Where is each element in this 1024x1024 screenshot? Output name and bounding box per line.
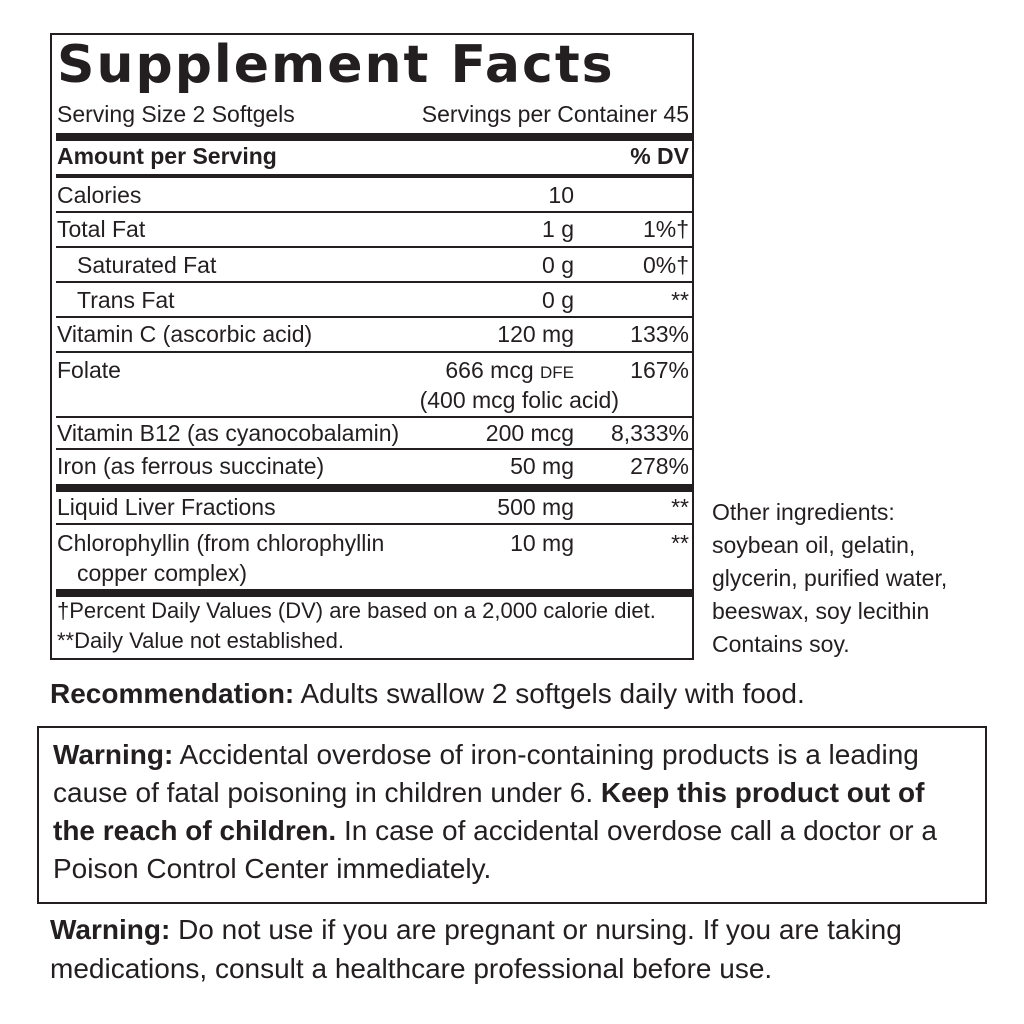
serving-info [57,100,689,128]
divider-thin [56,316,692,318]
nutrient-name-sub: copper complex) [77,560,248,586]
servings-per-container: Servings per Container 45 [421,101,689,127]
nutrient-name: Calories [57,182,142,208]
footnote-dv: †Percent Daily Values (DV) are based on a 2,000 calorie diet. [57,598,656,623]
nutrient-amount: 10 mg [510,530,574,556]
nutrient-name: Saturated Fat [77,252,217,278]
recommendation-text: Adults swallow 2 softgels daily with food. [300,678,805,709]
pregnancy-warning [50,910,990,988]
other-ingredients-line: Other ingredients: [712,499,895,525]
divider-thin [56,351,692,353]
warning-text: In case of accidental overdose call a doctor or a Poison Control Center immediately. [53,815,937,884]
amount-value: 666 mcg [445,357,534,383]
warning-keep-away: Keep this product out of the reach of children. [53,777,925,846]
nutrient-amount: 0 g [542,252,574,278]
other-ingredients [712,496,947,661]
nutrient-name: Vitamin B12 (as cyanocobalamin) [57,420,400,446]
nutrient-amount-sub: (400 mcg folic acid) [419,387,619,413]
nutrient-dv: 278% [630,453,689,479]
recommendation-label: Recommendation: [50,678,295,709]
panel-title: Supplement Facts [57,35,615,95]
nutrient-name: Trans Fat [77,287,175,313]
serving-size: Serving Size 2 Softgels [57,101,295,127]
divider-thin [56,211,692,213]
nutrient-amount: 120 mg [497,321,574,347]
warning-text: Accidental overdose of iron-containing products is a leading cause of fatal poisoning in children under 6. [53,739,919,808]
divider-thick [56,484,692,492]
nutrient-dv: 133% [630,321,689,347]
amount-per-serving-header: Amount per Serving [57,143,277,169]
nutrient-name: Vitamin C (ascorbic acid) [57,321,313,347]
footnote-not-established: **Daily Value not established. [57,628,344,653]
nutrient-dv: ** [671,494,689,520]
nutrient-amount: 500 mg [497,494,574,520]
divider-thin [56,281,692,283]
nutrient-dv: 1%† [642,216,689,242]
nutrient-amount: 0 g [542,287,574,313]
divider-thin [56,246,692,248]
allergen-statement: Contains soy. [712,631,850,657]
warning-text: Do not use if you are pregnant or nursing. If you are taking medications, consult a healthcare professional before use. [50,914,902,984]
nutrient-dv: ** [671,287,689,313]
other-ingredients-line: glycerin, purified water, [712,565,948,591]
nutrient-dv: 0%† [642,252,689,278]
recommendation [50,676,805,712]
other-ingredients-line: beeswax, soy lecithin [712,598,930,624]
nutrient-dv: 8,333% [610,420,689,446]
divider-thick [56,133,692,141]
nutrient-name: Total Fat [57,216,146,242]
nutrient-amount [445,355,574,388]
nutrient-amount: 50 mg [510,453,574,479]
nutrient-amount: 200 mcg [485,420,574,446]
nutrient-row [57,355,689,417]
divider [56,174,692,178]
warning-label: Warning: [53,739,174,770]
nutrient-dv: ** [671,530,689,556]
nutrient-name: Iron (as ferrous succinate) [57,453,325,479]
nutrient-name: Liquid Liver Fractions [57,494,276,520]
nutrient-amount: 10 [548,182,574,208]
nutrient-row [57,528,689,588]
amount-unit: DFE [540,363,574,382]
divider-thin [56,523,692,525]
warning-label: Warning: [50,914,171,945]
iron-warning-box [37,726,987,904]
divider-thin [56,448,692,450]
nutrient-dv: 167% [630,357,689,383]
other-ingredients-line: soybean oil, gelatin, [712,532,916,558]
nutrient-name: Chlorophyllin (from chlorophyllin [57,530,385,556]
nutrient-amount: 1 g [542,216,574,242]
dv-header: % DV [630,143,689,169]
footnotes [57,596,656,656]
nutrient-name: Folate [57,357,121,383]
